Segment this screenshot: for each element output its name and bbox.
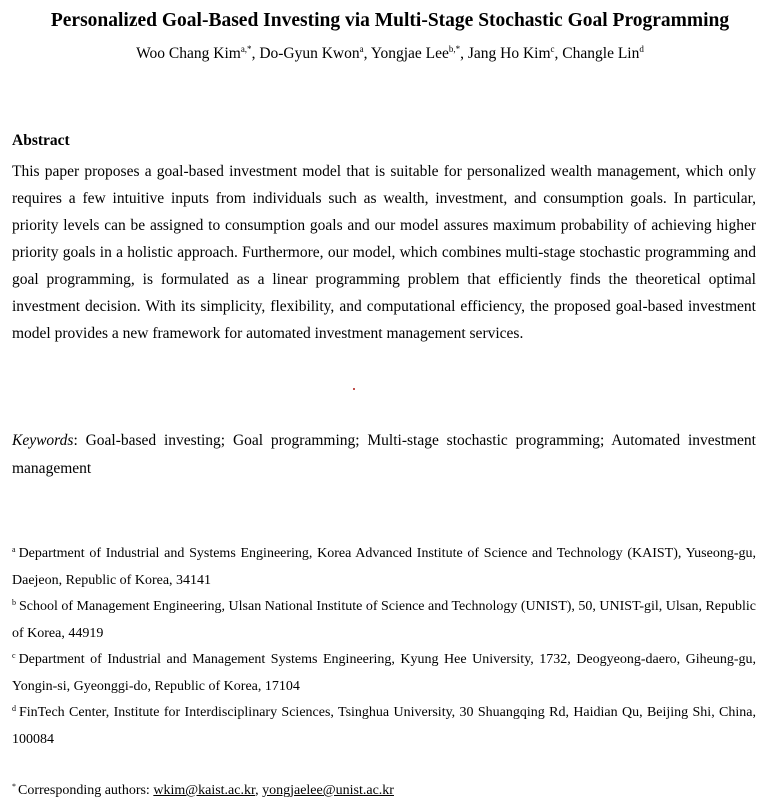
author-name: Do-Gyun Kwon bbox=[259, 45, 360, 62]
author-affiliation-mark: b,* bbox=[448, 44, 461, 54]
author-separator: , bbox=[554, 45, 563, 62]
author-separator: , bbox=[251, 45, 260, 62]
author-affiliation-mark: d bbox=[639, 44, 644, 54]
keywords-label: Keywords bbox=[12, 432, 74, 449]
author-name: Changle Lin bbox=[562, 45, 640, 62]
affiliation-item bbox=[12, 647, 756, 700]
affiliation-mark: b bbox=[12, 598, 16, 607]
corresponding-authors bbox=[12, 780, 394, 802]
affiliation-item bbox=[12, 700, 756, 753]
affiliation-mark: a bbox=[12, 545, 16, 554]
author-name: Jang Ho Kim bbox=[467, 45, 551, 62]
keywords-list: : Goal-based investing; Goal programming; Multi-stage stochastic programming; Automated investment management bbox=[12, 432, 756, 477]
email-separator: , bbox=[255, 783, 263, 798]
affiliation-text: School of Management Engineering, Ulsan National Institute of Science and Technology (UNIST), 50, UNIST-gil, Ulsan, Republic of Korea, 44919 bbox=[12, 599, 756, 641]
affiliation-text: FinTech Center, Institute for Interdisciplinary Sciences, Tsinghua University, 30 Shuangqing Rd, Haidian Qu, Beijing Shi, China, 100084 bbox=[12, 705, 756, 747]
keywords bbox=[12, 427, 756, 483]
affiliation-mark: d bbox=[12, 704, 16, 713]
author-separator: , bbox=[460, 45, 468, 62]
author-affiliation-mark: c bbox=[550, 44, 555, 54]
affiliation-text: Department of Industrial and Management Systems Engineering, Kyung Hee University, 1732, Deogyeong-daero, Giheung-gu, Yongin-si, Gyeonggi-do, Republic of Korea, 17104 bbox=[12, 652, 756, 694]
affiliation-item bbox=[12, 541, 756, 594]
author-separator: , bbox=[363, 45, 371, 62]
affiliation-text: Department of Industrial and Systems Engineering, Korea Advanced Institute of Science and Technology (KAIST), Yuseong-gu, Daejeon, Republic of Korea, 34141 bbox=[12, 546, 756, 588]
author-affiliation-mark: a,* bbox=[240, 44, 252, 54]
corresponding-mark: * bbox=[12, 782, 16, 791]
abstract-text: This paper proposes a goal-based investment model that is suitable for personalized wealth management, which only requires a few intuitive inputs from individuals such as wealth, investment, and consumption goals. In particular, priority levels can be assigned to consumption goals and our model assures maximum probability of achieving higher priority goals in a holistic approach. Furthermore, our model, which combines multi-stage stochastic programming and goal programming, is formulated as a linear programming problem that efficiently finds the theoretical optimal investment decision. With its simplicity, flexibility, and computational efficiency, the proposed goal-based investment model provides a new framework for automated investment management services. bbox=[12, 163, 756, 342]
affiliation-mark: c bbox=[12, 651, 16, 660]
author-name: Woo Chang Kim bbox=[136, 45, 241, 62]
author-affiliation-mark: a bbox=[359, 44, 364, 54]
email-link-wkim[interactable]: wkim@kaist.ac.kr bbox=[153, 783, 256, 798]
author-name: Yongjae Lee bbox=[370, 45, 449, 62]
affiliation-item bbox=[12, 594, 756, 647]
stray-mark bbox=[353, 388, 355, 390]
corresponding-label: Corresponding authors: bbox=[18, 783, 154, 798]
affiliations bbox=[12, 541, 756, 753]
email-link-yongjaelee[interactable]: yongjaelee@unist.ac.kr bbox=[262, 783, 394, 798]
paper-title: Personalized Goal-Based Investing via Multi-Stage Stochastic Goal Programming bbox=[50, 10, 730, 31]
abstract-heading: Abstract bbox=[12, 132, 70, 149]
author-list bbox=[0, 43, 780, 65]
